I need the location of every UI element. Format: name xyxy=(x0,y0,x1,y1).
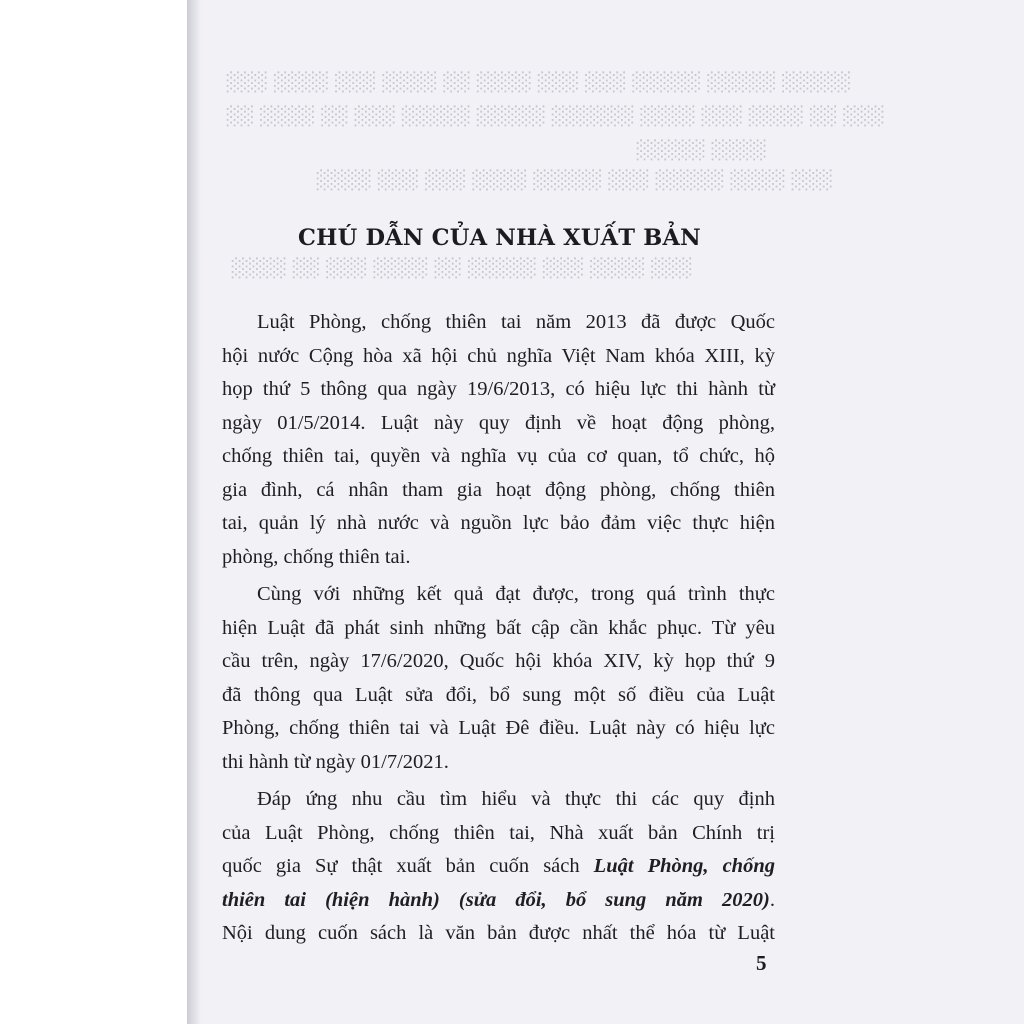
paragraph xyxy=(222,306,775,574)
paragraph xyxy=(222,578,775,779)
text-line: ngày 01/5/2014. Luật này quy định về hoạt động phòng, xyxy=(222,411,775,434)
text-line xyxy=(222,884,775,918)
page-title: CHÚ DẪN CỦA NHÀ XUẤT BẢN xyxy=(298,225,701,252)
text-line: Phòng, chống thiên tai và Luật Đê điều. Luật này có hiệu lực xyxy=(222,717,775,739)
text-line: hội nước Cộng hòa xã hội chủ nghĩa Việt Nam khóa XIII, kỳ xyxy=(222,344,775,367)
bleed-through-line: ░░░░░ ░░░░░ ░░░░░ ░░░ ░░░ ░░░░ ░░ ░░░░ ░░░ ░░░░ ░░░ xyxy=(225,72,850,93)
bleed-through-line: ░░░ ░░░░ ░░░░░ ░░░ ░░░░░ ░░░░ ░░░ ░░░ ░░░░ xyxy=(315,170,832,191)
text-line: phòng, chống thiên tai. xyxy=(222,545,411,568)
text-line: hiện Luật đã phát sinh những bất cập cần khắc phục. Từ yêu xyxy=(222,616,775,639)
text-line: chống thiên tai, quyền và nghĩa vụ của cơ quan, tổ chức, hộ xyxy=(222,445,775,467)
text-line: Nội dung cuốn sách là văn bản được nhất thể hóa từ Luật xyxy=(222,922,775,944)
bleed-through-line: ░░░░ ░░░░░ xyxy=(635,140,766,161)
text-line: của Luật Phòng, chống thiên tai, Nhà xuất bản Chính trị xyxy=(222,821,775,844)
bleed-through-line: ░░░ ░░░░ ░░░ ░░░░░ ░░ ░░░░ ░░░ ░░ ░░░░ xyxy=(230,258,692,279)
text-line: đã thông qua Luật sửa đổi, bổ sung một số điều của Luật xyxy=(222,683,775,706)
text-line: gia đình, cá nhân tham gia hoạt động phòng, chống thiên xyxy=(222,478,775,501)
text-segment: . xyxy=(769,888,775,911)
text-line: thi hành từ ngày 01/7/2021. xyxy=(222,750,449,773)
text-line: Luật Phòng, chống thiên tai năm 2013 đã được Quốc xyxy=(257,311,775,333)
text-line: Cùng với những kết quả đạt được, trong quá trình thực xyxy=(257,583,775,605)
document-body xyxy=(222,306,775,951)
page-number: 5 xyxy=(756,951,767,975)
text-segment: quốc gia Sự thật xuất bản cuốn sách xyxy=(222,855,594,877)
paragraph xyxy=(222,783,775,951)
book-title-emphasis: thiên tai (hiện hành) (sửa đổi, bổ sung năm 2020) xyxy=(222,888,770,911)
text-line: tai, quản lý nhà nước và nguồn lực bảo đảm việc thực hiện xyxy=(222,512,775,534)
text-line: Đáp ứng nhu cầu tìm hiểu và thực thi các quy định xyxy=(257,788,775,810)
text-line: họp thứ 5 thông qua ngày 19/6/2013, có hiệu lực thi hành từ xyxy=(222,378,775,400)
bleed-through-line: ░░░ ░░ ░░░░ ░░░ ░░░░ ░░░░░░ ░░░░░ ░░░░░ ░░░ ░░ ░░░░ ░░ xyxy=(225,106,884,127)
page-gutter-shadow xyxy=(187,0,201,1024)
text-line: cầu trên, ngày 17/6/2020, Quốc hội khóa XIV, kỳ họp thứ 9 xyxy=(222,650,775,672)
text-line xyxy=(222,850,775,884)
book-title-emphasis: Luật Phòng, chống xyxy=(593,855,775,877)
